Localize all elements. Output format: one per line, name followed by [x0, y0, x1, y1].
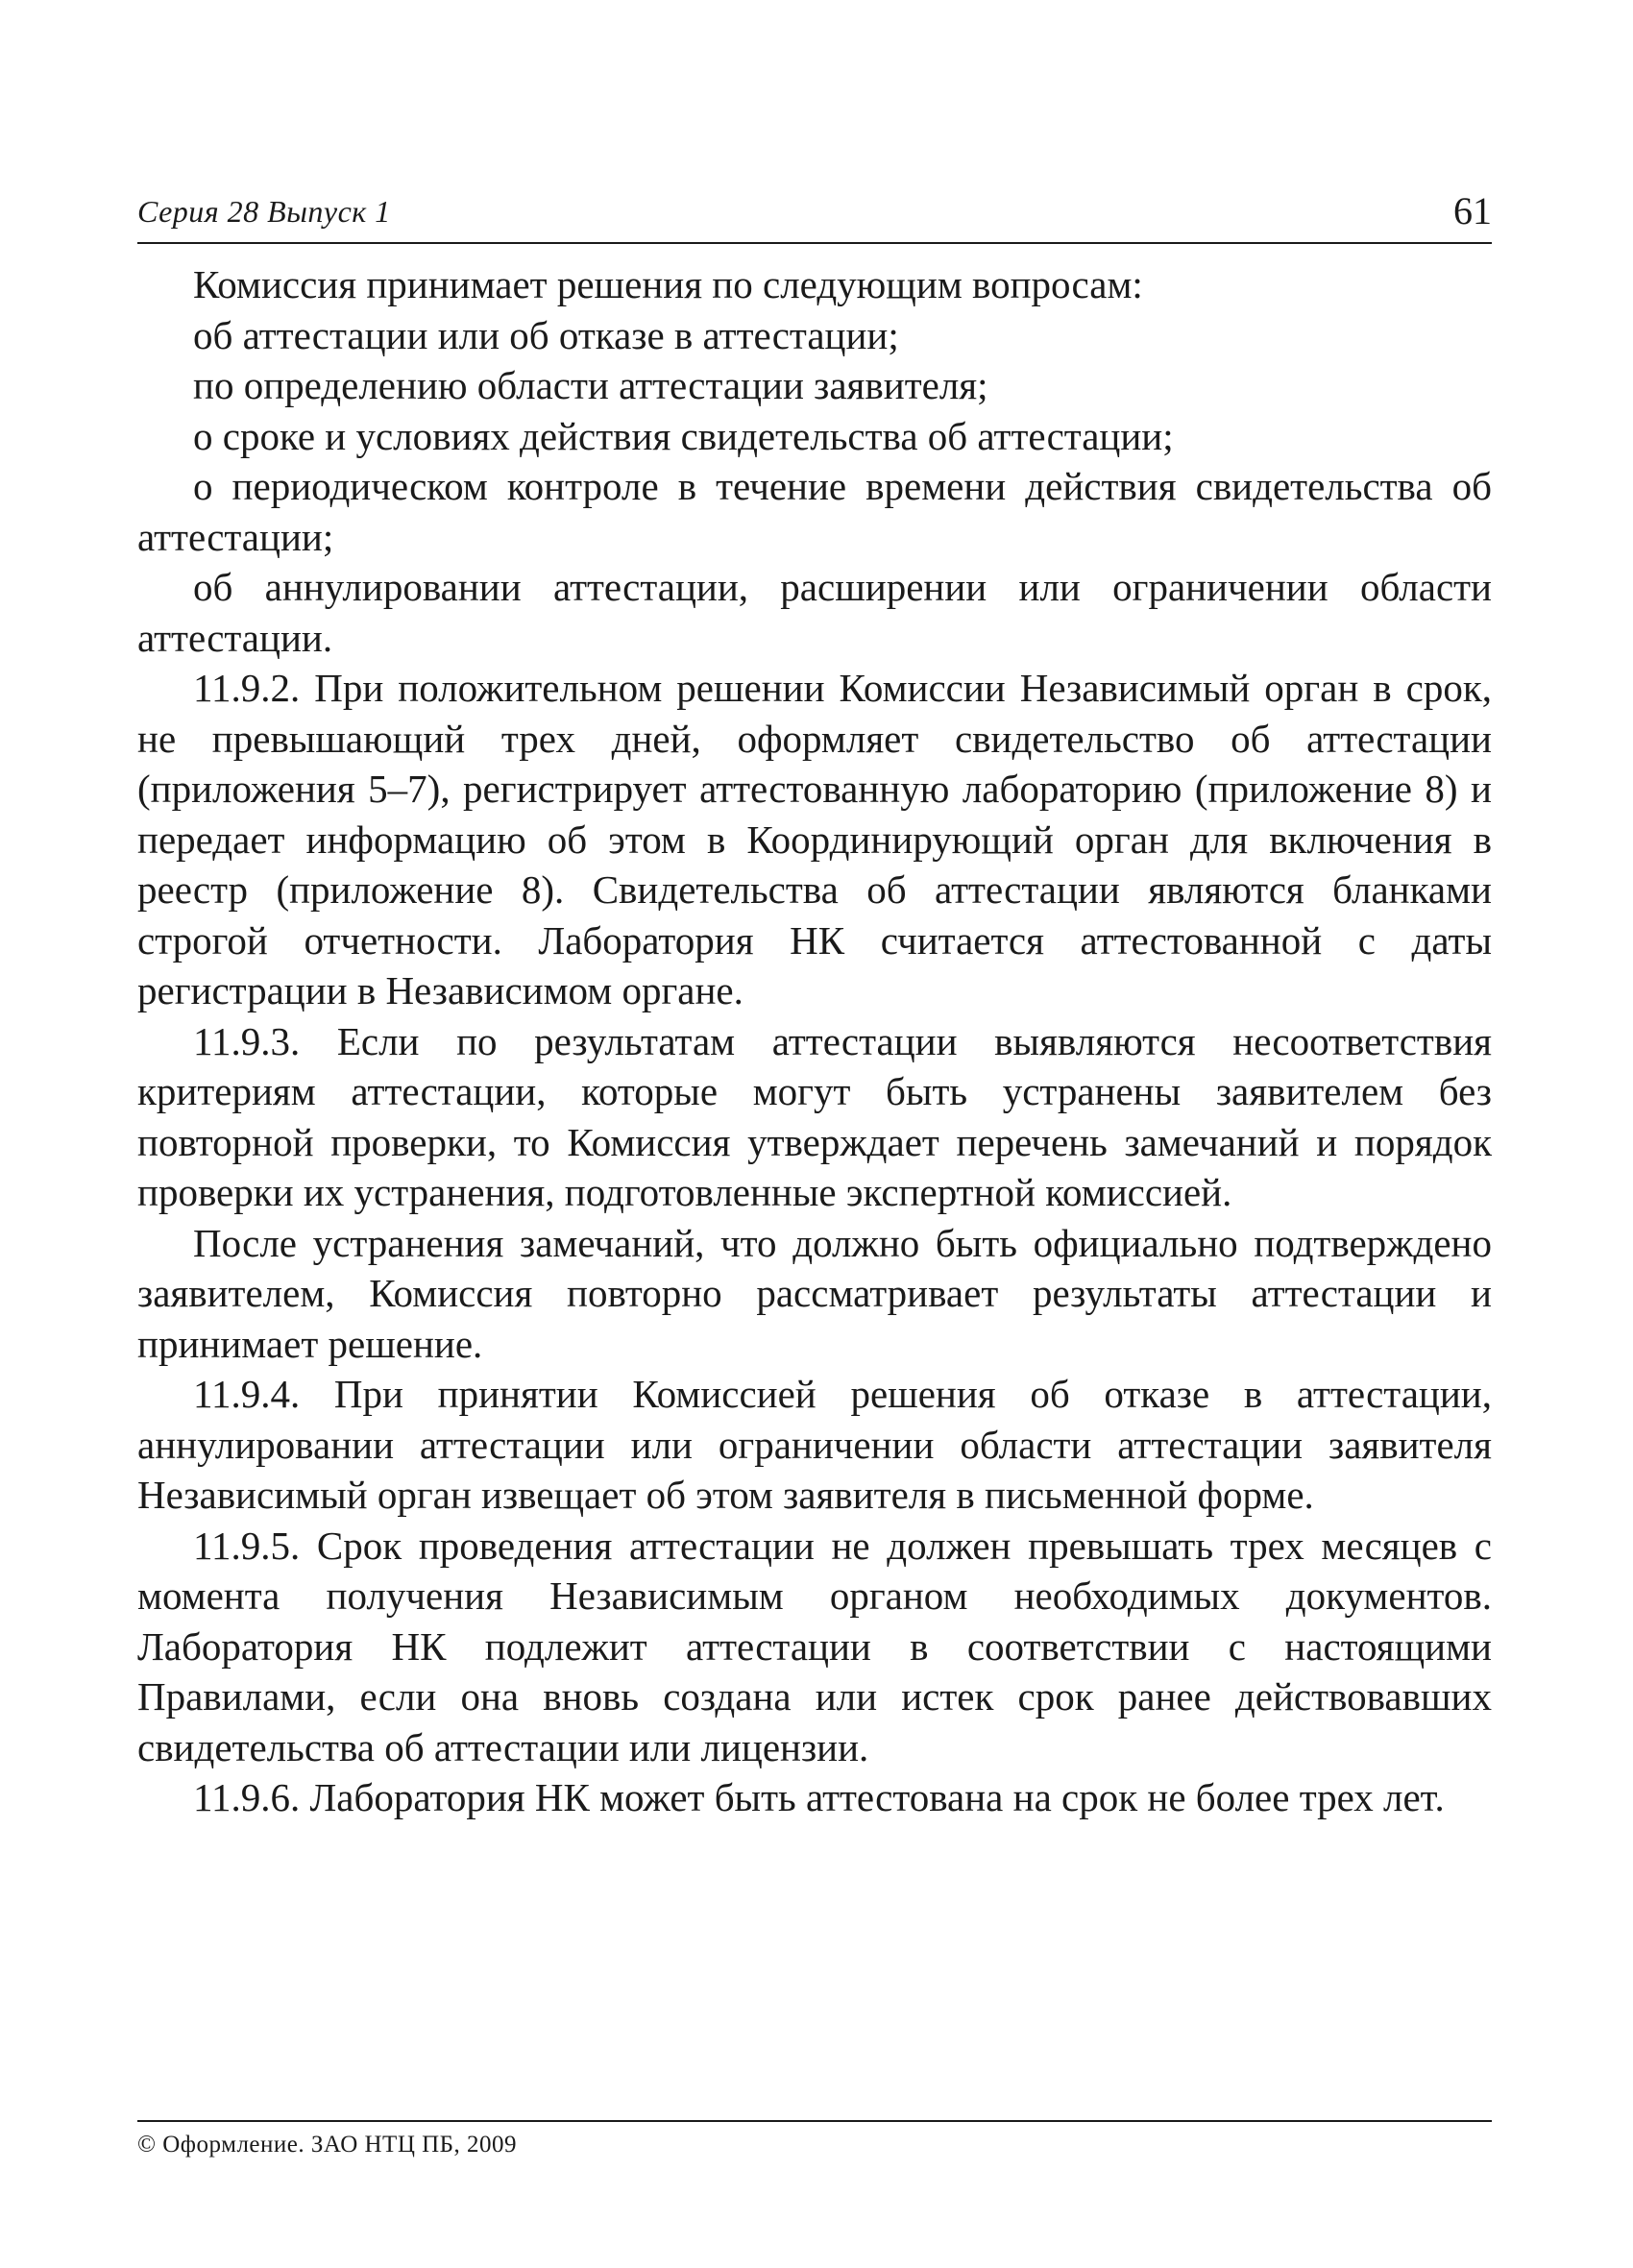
footer-divider [137, 2120, 1492, 2122]
paragraph: 11.9.2. При положительном решении Комиссии Независимый орган в срок, не превышающий трех дней, оформляет свидетельство об аттестации (приложения 5–7), регистрирует аттестованную лабораторию (приложение 8) и передает информацию об этом в Координирующий орган для включения в реестр (приложение 8). Свидетельства об аттестации являются бланками строгой отчетности. Лаборатория НК считается аттестованной с даты регистрации в Независимом органе. [137, 666, 1492, 1012]
running-header [137, 188, 1492, 242]
paragraph: 11.9.4. При принятии Комиссией решения об отказе в аттестации, аннулировании аттестации или ограничении области аттестации заявителя Независимый орган извещает об этом заявителя в письменной форме. [137, 1372, 1492, 1517]
body-text [137, 259, 1492, 1823]
paragraph: о сроке и условиях действия свидетельства об аттестации; [193, 413, 1174, 458]
series-title: Серия 28 Выпуск 1 [137, 194, 391, 229]
paragraph: 11.9.6. Лаборатория НК может быть аттестована на срок не более трех лет. [193, 1775, 1445, 1819]
paragraph: 11.9.3. Если по результатам аттестации выявляются несоответствия критериям аттестации, которые могут быть устранены заявителем без повторной проверки, то Комиссия утверждает перечень замечаний и порядок проверки их устранения, подготовленные экспертной комиссией. [137, 1018, 1492, 1214]
paragraph: об аттестации или об отказе в аттестации; [193, 312, 899, 357]
paragraph: об аннулировании аттестации, расширении или ограничении области аттестации. [137, 565, 1492, 660]
paragraph: Комиссия принимает решения по следующим вопросам: [193, 262, 1143, 306]
paragraph: После устранения замечаний, что должно быть официально подтверждено заявителем, Комиссия повторно рассматривает результаты аттестации и принимает решение. [137, 1220, 1492, 1366]
paragraph: 11.9.5. Срок проведения аттестации не должен превышать трех месяцев с момента получения Независимым органом необходимых документов. Лаборатория НК подлежит аттестации в соответствии с настоящими Правилами, если она вновь создана или истек срок ранее действовавших свидетельства об аттестации или лицензии. [137, 1523, 1492, 1769]
paragraph: о периодическом контроле в течение времени действия свидетельства об аттестации; [137, 464, 1492, 559]
page-number: 61 [1453, 189, 1492, 232]
paragraph: по определению области аттестации заявителя; [193, 363, 988, 407]
header-divider [137, 242, 1492, 244]
footer-copyright: © Оформление. ЗАО НТЦ ПБ, 2009 [137, 2132, 518, 2158]
